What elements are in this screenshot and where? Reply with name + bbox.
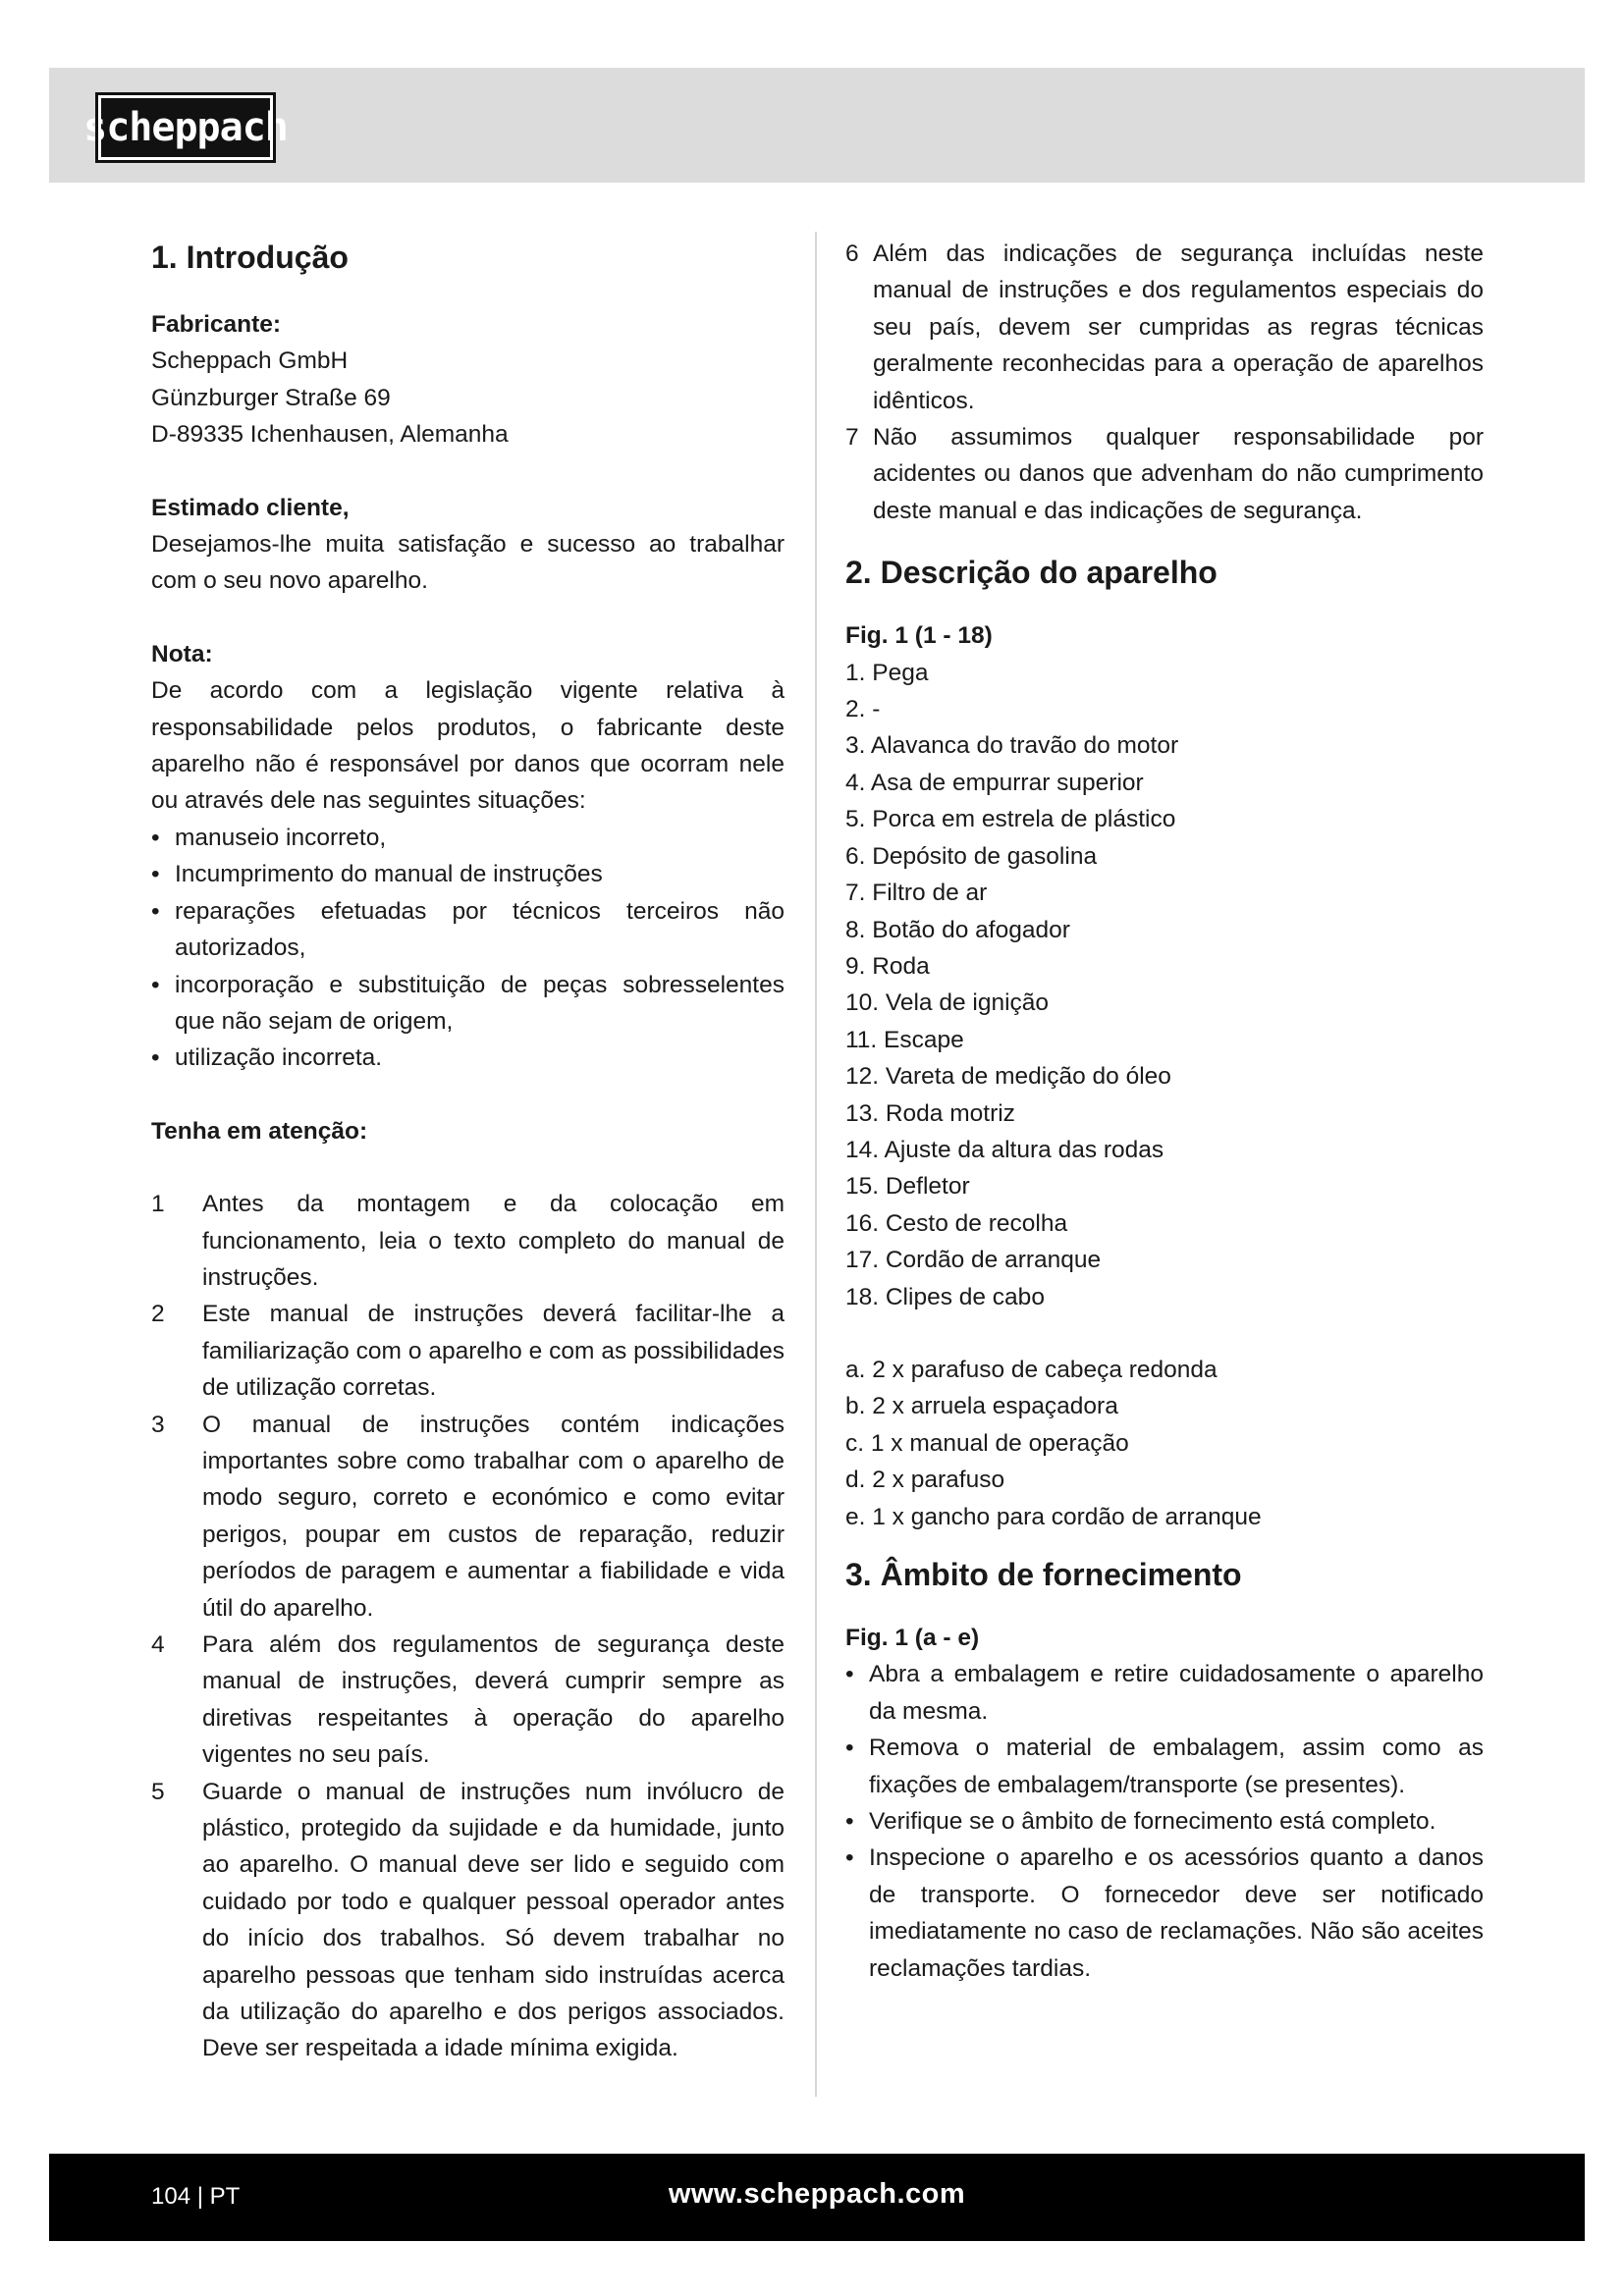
part-item: 11. Escape [845, 1026, 964, 1053]
list-item: • manuseio incorreto, [151, 824, 387, 851]
accessory-item: c. 1 x manual de operação [845, 1429, 1129, 1457]
part-item: 6. Depósito de gasolina [845, 842, 1098, 870]
part-item: 9. Roda [845, 952, 930, 980]
part-item: 4. Asa de empurrar superior [845, 769, 1144, 796]
list-item: 6 Além das indicações de segurança incluídas neste manual de instruções e dos regulamentos especiais do seu país, devem ser cumpridas as regras técnicas geralmente reconhecidas para a operação de aparelhos idênticos. [845, 240, 1484, 414]
footer-bar [49, 2154, 1585, 2241]
page-number: 104 | PT [151, 2183, 241, 2210]
right-column [845, 236, 1484, 1987]
part-item: 3. Alavanca do travão do motor [845, 732, 1179, 760]
part-item: 17. Cordão de arranque [845, 1247, 1102, 1274]
part-item: 5. Porca em estrela de plástico [845, 806, 1176, 833]
part-item: 12. Vareta de medição do óleo [845, 1063, 1171, 1091]
part-item: 16. Cesto de recolha [845, 1209, 1068, 1237]
dear-customer-label: Estimado cliente, [151, 494, 350, 521]
manufacturer-label: Fabricante: [151, 311, 282, 338]
list-item: • utilização incorreta. [151, 1044, 383, 1072]
accessory-item: a. 2 x parafuso de cabeça redonda [845, 1356, 1218, 1383]
list-item: 4 Para além dos regulamentos de segurança deste manual de instruções, deverá cumprir sempre as diretivas respeitantes à operação do aparelho vigentes no seu país. [151, 1631, 785, 1769]
note-text: De acordo com a legislação vigente relativa à responsabilidade pelos produtos, o fabricante deste aparelho não é responsável por danos que ocorram nele ou através dele nas seguintes situações: [151, 677, 785, 815]
header-bar [49, 68, 1585, 183]
section-title-scope: 3. Âmbito de fornecimento [845, 1557, 1242, 1592]
part-item: 14. Ajuste da altura das rodas [845, 1136, 1164, 1163]
part-item: 2. - [845, 696, 881, 723]
fig1-label: Fig. 1 (1 - 18) [845, 622, 993, 650]
manufacturer-line: D-89335 Ichenhausen, Alemanha [151, 421, 509, 449]
fig1b-label: Fig. 1 (a - e) [845, 1625, 980, 1651]
part-item: 8. Botão do afogador [845, 916, 1070, 943]
list-item: 3 O manual de instruções contém indicações importantes sobre como trabalhar com o aparelho de modo seguro, correto e económico e como evitar perigos, poupar em custos de reparação, reduzir períodos de paragem e aumentar a fiabilidade e vida útil do aparelho. [151, 1411, 785, 1622]
part-item: 10. Vela de ignição [845, 989, 1050, 1017]
part-item: 1. Pega [845, 659, 929, 686]
attention-label: Tenha em atenção: [151, 1117, 368, 1145]
list-item: • Abra a embalagem e retire cuidadosamente o aparelho da mesma. [845, 1661, 1484, 1725]
manufacturer-line: Scheppach GmbH [151, 347, 349, 375]
manufacturer-line: Günzburger Straße 69 [151, 384, 391, 411]
list-item: • Inspecione o aparelho e os acessórios quanto a danos de transporte. O fornecedor deve ser notificado imediatamente no caso de reclamações. Não são aceites reclamações tardias. [845, 1844, 1484, 1982]
list-item: • Verifique se o âmbito de fornecimento está completo. [845, 1808, 1436, 1836]
section-title-introduction: 1. Introdução [151, 240, 349, 275]
section-title-description: 2. Descrição do aparelho [845, 555, 1218, 591]
scheppach-logo: scheppach [98, 95, 273, 160]
part-item: 7. Filtro de ar [845, 880, 988, 907]
column-divider [815, 232, 817, 2097]
dear-customer-text: Desejamos-lhe muita satisfação e sucesso ao trabalhar com o seu novo aparelho. [151, 531, 785, 595]
list-item: 5 Guarde o manual de instruções num invólucro de plástico, protegido da sujidade e da humidade, junto ao aparelho. O manual deve ser lido e seguido com cuidado por todo e qualquer pessoal operador antes do início dos trabalhos. Só devem trabalhar no aparelho pessoas que tenham sido instruídas acerca da utilização do aparelho e dos perigos associados. Deve ser respeitada a idade mínima exigida. [151, 1778, 785, 2062]
list-item: 2 Este manual de instruções deverá facilitar-lhe a familiarização com o aparelho e com as possibilidades de utilização corretas. [151, 1301, 785, 1402]
accessory-item: e. 1 x gancho para cordão de arranque [845, 1503, 1262, 1530]
part-item: 18. Clipes de cabo [845, 1283, 1045, 1310]
list-item: 7 Não assumimos qualquer responsabilidade por acidentes ou danos que advenham do não cumprimento deste manual e das indicações de segurança. [845, 424, 1484, 524]
left-column [151, 236, 785, 2067]
note-label: Nota: [151, 640, 213, 667]
list-item: • Incumprimento do manual de instruções [151, 861, 603, 888]
part-item: 15. Defletor [845, 1173, 970, 1201]
accessory-item: d. 2 x parafuso [845, 1467, 1005, 1494]
list-item: • incorporação e substituição de peças sobresselentes que não sejam de origem, [151, 971, 785, 1035]
list-item: 1 Antes da montagem e da colocação em funcionamento, leia o texto completo do manual de instruções. [151, 1191, 785, 1291]
list-item: • Remova o material de embalagem, assim como as fixações de embalagem/transporte (se presentes). [845, 1735, 1484, 1798]
part-item: 13. Roda motriz [845, 1099, 1015, 1127]
list-item: • reparações efetuadas por técnicos terceiros não autorizados, [151, 897, 785, 962]
website-link[interactable]: www.scheppach.com [668, 2178, 966, 2210]
accessory-item: b. 2 x arruela espaçadora [845, 1393, 1118, 1420]
